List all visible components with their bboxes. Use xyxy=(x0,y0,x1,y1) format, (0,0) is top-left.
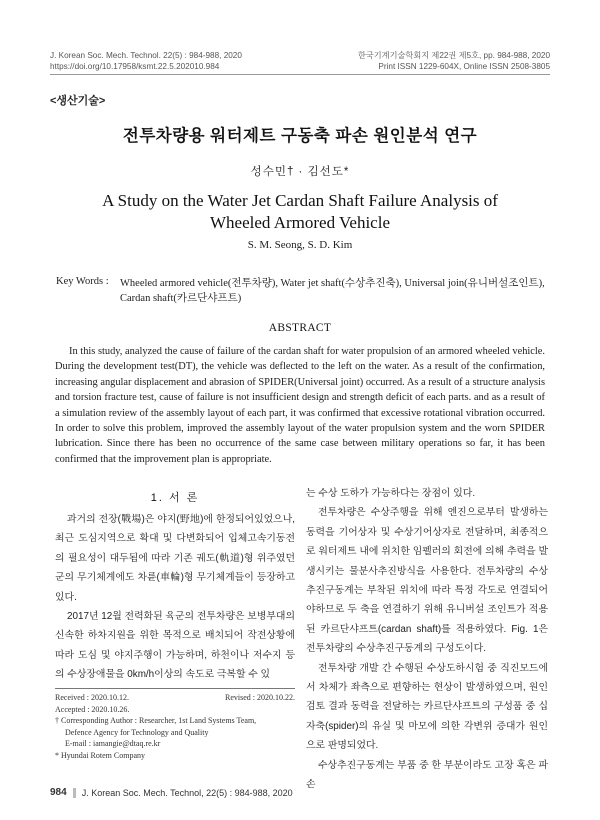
header-divider xyxy=(50,74,550,75)
left-column xyxy=(55,510,295,685)
authors-korean: 성수민† · 김선도* xyxy=(250,166,350,178)
page-footer xyxy=(50,787,293,798)
title-korean: 전투차량용 워터제트 구동축 파손 원인분석 연구 xyxy=(122,127,478,145)
received-date: Received : 2020.10.12. xyxy=(55,693,129,702)
intro-paragraph-3: 전투차량은 수상주행을 위해 엔진으로부터 발생하는 동력을 기어상자 및 수상기어상자로 전달하며, 최종적으로 워터제트 내에 위치한 임펠러의 회전에 의해 추력을 발생시키는 물분사추진방식을 사용한다. 전투차량의 수상추진구동계는 부착된 위치에 따라 특정 각도로 연결되어야하므로 두 축을 연결하기 위해 유니버설 조인트가 적용된 카르단샤프트(cardan shaft)를 적용하였다. Fig. 1은 전투차량의 수상추진구동계의 구성도이다. xyxy=(306,507,548,655)
intro-paragraph-5: 수상추진구동계는 부품 중 한 부분이라도 고장 혹은 파손 xyxy=(306,759,548,791)
title-english: A Study on the Water Jet Cardan Shaft Failure Analysis of Wheeled Armored Vehicle xyxy=(102,191,498,232)
right-column xyxy=(306,484,548,795)
revised-date: Revised : 2020.10.22. xyxy=(225,693,295,702)
doi-link[interactable]: https://doi.org/10.17958/ksmt.22.5.202010.984 xyxy=(50,62,220,71)
abstract-body: In this study, analyzed the cause of failure of the cardan shaft for water propulsion of an armored wheeled vehicle. During the development test(DT), the vehicle was deflected to the left on the water. As a result of the confirmation, increasing angular displacement and abrasion of SPIDER(Universal joint) occurred. As a result of a structure analysis and torsion fracture test, cause of failure is not insufficient design and strength deficit of each parts. and as a result of a simulation review of the assembly layout of each part, it was confirmed that excessive rotational vibration occurred. In order to solve this problem, improved the assembly layout of the water propulsion system and the worn SPIDER lubrication. Since there has been no occurrence of the same case between military operations so far, it has been confirmed that the improvement plan is appropriate. xyxy=(55,346,545,465)
article-category: <생산기술> xyxy=(50,95,106,107)
keywords-text: Wheeled armored vehicle(전투차량), Water jet shaft(수상추진축), Universal join(유니버설조인트), Cardan shaft(카르단샤프트) xyxy=(120,278,545,304)
footer-separator xyxy=(73,788,76,798)
accepted-date: Accepted : 2020.10.26. xyxy=(55,704,130,714)
intro-paragraph-4: 전투차량 개발 간 수행된 수상도하시험 중 직진모드에서 차체가 좌측으로 편향하는 현상이 발생하였으며, 원인 검토 결과 동력을 전달하는 카르단샤프트의 구성품 중 십자축(spider)의 유실 및 마모에 의한 각변위 증대가 원인으로 판명되었다. xyxy=(306,662,548,752)
abstract-title: ABSTRACT xyxy=(268,322,332,334)
journal-citation-korean: 한국기계기술학회지 제22권 제5호, pp. 984-988, 2020 xyxy=(357,51,550,60)
intro-paragraph-2: 2017년 12월 전력화된 육군의 전투차량은 보병부대의 신속한 하차지원을 위한 목적으로 배치되어 작전상황에 따라 도심 및 야지주행이 가능하며, 하천이나 저수지 등의 수상장애물을 0km/h이상의 속도로 극복할 수 있 xyxy=(55,611,295,681)
corresponding-email[interactable]: E-mail : iamangie@dtaq.re.kr xyxy=(65,739,161,749)
footer-journal: J. Korean Soc. Mech. Technol, 22(5) : 984-988, 2020 xyxy=(81,787,293,798)
corresponding-affiliation: Defence Agency for Technology and Quality xyxy=(65,727,209,737)
journal-citation: J. Korean Soc. Mech. Technol. 22(5) : 984-988, 2020 xyxy=(50,51,242,60)
footnotes xyxy=(55,692,295,762)
issn-info: Print ISSN 1229-604X, Online ISSN 2508-3805 xyxy=(378,62,550,71)
coauthor-affiliation: * Hyundai Rotem Company xyxy=(55,750,145,760)
authors-english: S. M. Seong, S. D. Kim xyxy=(247,239,353,251)
intro-paragraph-1: 과거의 전장(戰場)은 야지(野地)에 한정되어있었으나, 최근 도심지역으로 확대 및 다변화되어 입체고속기동전의 필요성이 대두됨에 따라 기존 궤도(軌道)형 위주였던 군의 무기체계에도 차륜(車輪)형 무기체계들이 등장하고 있다. xyxy=(55,514,295,603)
section-title-introduction: 1. 서 론 xyxy=(150,492,200,504)
page-number: 984 xyxy=(50,787,67,798)
footnote-divider xyxy=(55,688,295,689)
corresponding-author: † Corresponding Author : Researcher, 1st Land Systems Team, xyxy=(55,716,257,726)
intro-paragraph-2-continued: 는 수상 도하가 가능하다는 장점이 있다. xyxy=(306,488,476,499)
keywords-label: Key Words : xyxy=(56,276,109,287)
